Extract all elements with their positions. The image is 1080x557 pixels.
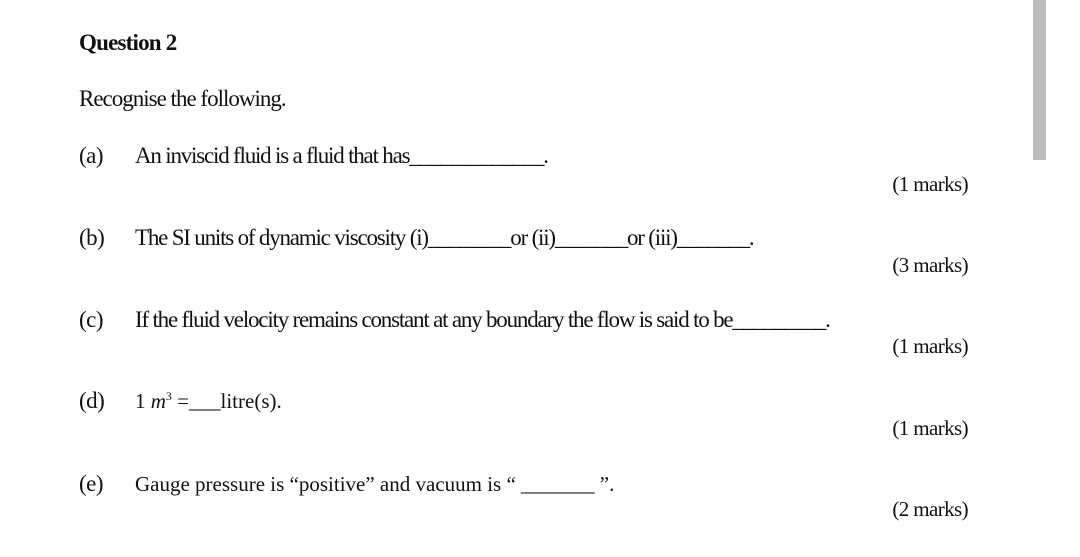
item-d-rest: =___litre(s). [171,389,282,413]
item-marks-b: (3 marks) [892,253,968,277]
item-label-c: (c) [79,307,104,332]
item-marks-c: (1 marks) [892,334,968,358]
item-text-d [135,389,282,414]
question-intro: Recognise the following. [79,86,286,111]
vertical-scrollbar[interactable] [1033,0,1046,160]
item-text-c: If the fluid velocity remains constant at any boundary the flow is said to be_________. [135,307,830,332]
item-d-exponent: 3 [165,389,172,403]
item-marks-d: (1 marks) [892,416,968,440]
item-label-e: (e) [79,471,104,496]
item-d-unit: m [150,389,166,413]
item-marks-a: (1 marks) [892,172,968,196]
item-d-number: 1 [135,389,146,413]
item-label-b: (b) [79,225,105,250]
item-label-a: (a) [79,143,104,168]
item-text-e: Gauge pressure is “positive” and vacuum is “ _______ ”. [135,472,615,496]
question-heading: Question 2 [79,30,177,55]
item-label-d: (d) [79,388,105,413]
item-text-a: An inviscid fluid is a fluid that has_____________. [135,143,548,168]
item-text-b: The SI units of dynamic viscosity (i)________or (ii)_______or (iii)_______. [135,225,754,250]
item-marks-e: (2 marks) [892,497,968,521]
